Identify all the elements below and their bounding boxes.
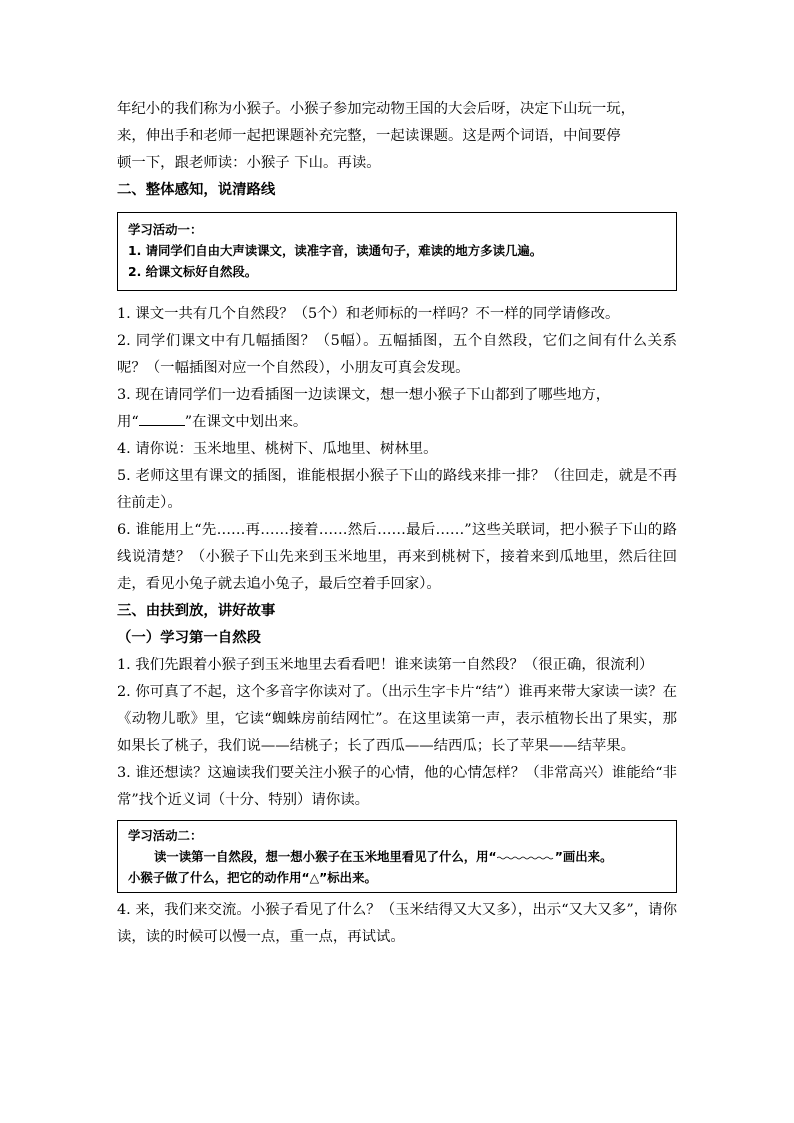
- paragraph-3-4: 4. 来，我们来交流。小猴子看见了什么？（玉米结得又大又多），出示“又大又多”，请你读，读的时候可以慢一点，重一点，再试试。: [117, 902, 677, 945]
- activity-2-line-1-prefix: 读一读第一自然段，想一想小猴子在玉米地里看见了什么，用“: [154, 849, 497, 864]
- paragraph-2-5: 5. 老师这里有课文的插图，谁能根据小猴子下山的路线来排一排？（往回走，就是不再往前走）。: [117, 468, 677, 511]
- paragraph-2-3a: 3. 现在请同学们一边看插图一边读课文，想一想小猴子下山都到了哪些地方，: [117, 387, 611, 403]
- intro-line-3: 顿一下，跟老师读：小猴子 下山。再读。: [117, 155, 381, 171]
- paragraph-2-1: 1. 课文一共有几个自然段？（5个）和老师标的一样吗？不一样的同学请修改。: [117, 306, 620, 322]
- paragraph-3-2: 2. 你可真了不起，这个多音字你读对了。（出示生字卡片“结”）谁再来带大家读一读？在《动物儿歌》里，它读“蜘蛛房前结网忙”。在这里读第一声，表示植物长出了果实，那如果长了桃子，我们说——结桃子；长了西瓜——结西瓜；长了苹果——结苹果。: [117, 684, 677, 754]
- activity-1-item-1: 1. 请同学们自由大声读课文，读准字音，读通句子，难读的地方多读几遍。: [128, 243, 543, 258]
- activity-2-line-2: 小猴子做了什么，把它的动作用“△”标出来。: [128, 870, 377, 885]
- document-page: [117, 96, 677, 951]
- section-heading-3: 三、由扶到放，讲好故事: [117, 603, 276, 619]
- learning-activity-2-box: [117, 820, 677, 893]
- activity-2-line-1: [128, 846, 666, 867]
- intro-line-2: 来，伸出手和老师一起把课题补充完整，一起读课题。这是两个词语，中间要停: [117, 128, 621, 144]
- paragraph-2-3b: [117, 409, 677, 436]
- paragraph-3-3: 3. 谁还想读？这遍读我们要关注小猴子的心情，他的心情怎样？（非常高兴）谁能给“非常”找个近义词（十分、特别）请你读。: [117, 765, 677, 808]
- wavy-line-mark-icon: [497, 849, 555, 861]
- underline-blank-mark: [139, 411, 185, 426]
- section-heading-2: 二、整体感知，说清路线: [117, 182, 276, 198]
- p3-suffix: ”在课文中划出来。: [184, 414, 308, 430]
- activity-1-title: 学习活动一：: [128, 222, 203, 237]
- activity-2-title: 学习活动二：: [128, 828, 203, 843]
- paragraph-2-4: 4. 请你说：玉米地里、桃树下、瓜地里、树林里。: [117, 441, 438, 457]
- p3-prefix: 用“: [117, 414, 139, 430]
- learning-activity-1-box: [117, 212, 677, 291]
- intro-line-1: 年纪小的我们称为小猴子。小猴子参加完动物王国的大会后呀，决定下山玩一玩，: [117, 101, 636, 117]
- paragraph-2-2: 2. 同学们课文中有几幅插图？（5幅）。五幅插图，五个自然段，它们之间有什么关系呢？（一幅插图对应一个自然段），小朋友可真会发现。: [117, 333, 677, 376]
- paragraph-3-1: 1. 我们先跟着小猴子到玉米地里去看看吧！谁来读第一自然段？（很正确，很流利）: [117, 657, 654, 673]
- subheading-3-1: （一）学习第一自然段: [117, 630, 261, 646]
- paragraph-2-6: 6. 谁能用上“先……再……接着……然后……最后……”这些关联词，把小猴子下山的路线说清楚？（小猴子下山先来到玉米地里，再来到桃树下，接着来到瓜地里，然后往回走，看见小兔子就去追小兔子，最后空着手回家）。: [117, 522, 677, 592]
- activity-2-line-1-suffix: ”画出来。: [554, 849, 613, 864]
- activity-1-item-2: 2. 给课文标好自然段。: [128, 264, 258, 279]
